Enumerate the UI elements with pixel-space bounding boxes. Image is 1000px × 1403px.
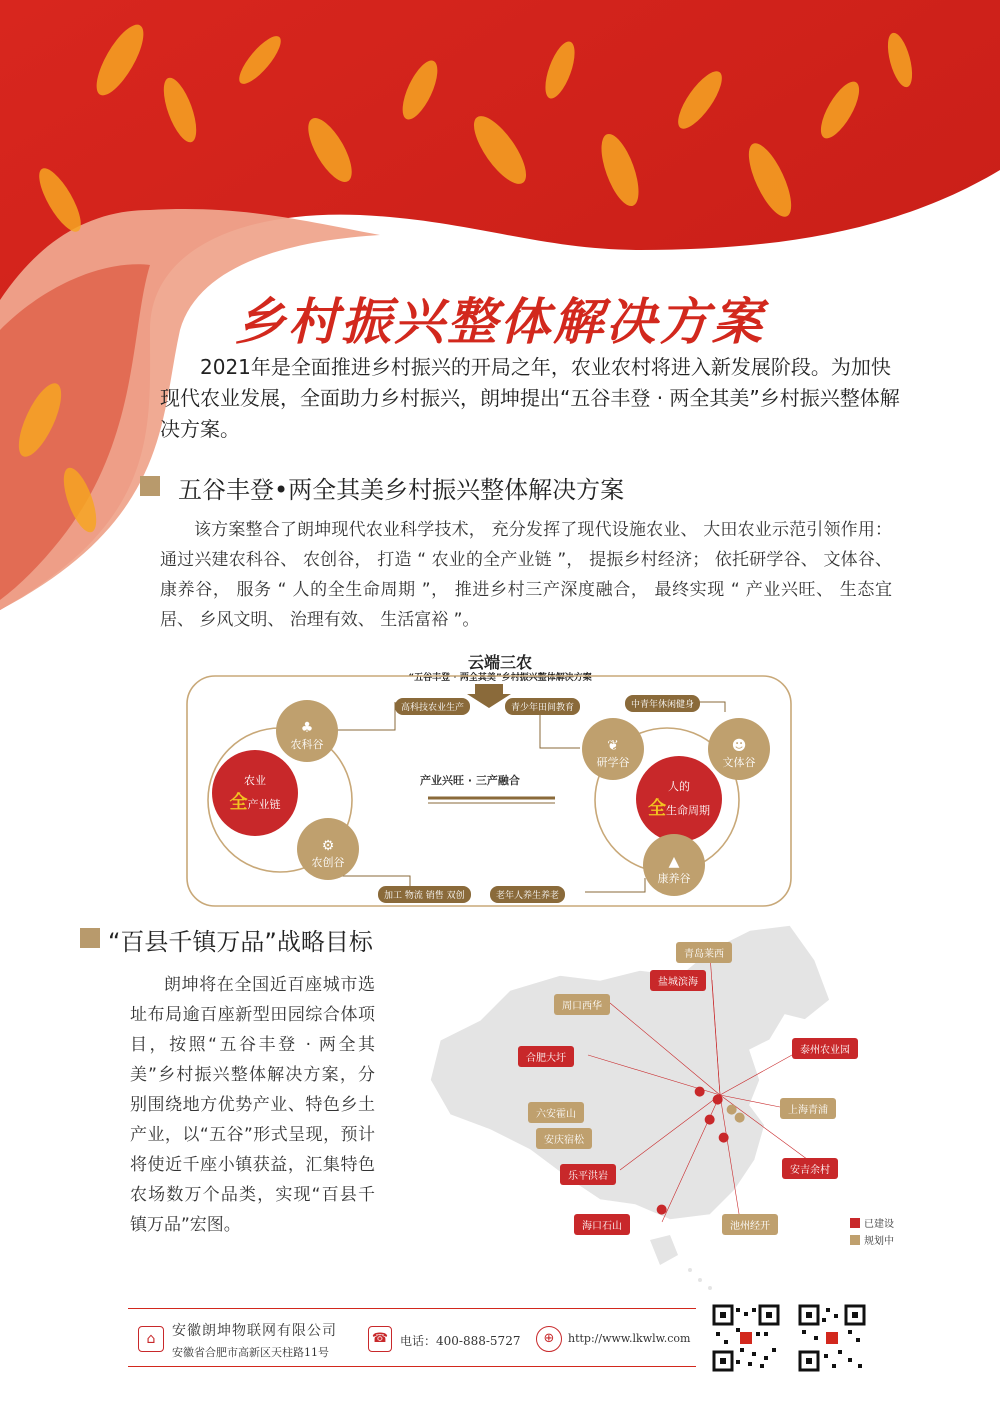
wheat-icon: ♣: [300, 720, 314, 736]
runner-icon: ☻: [731, 738, 747, 754]
sprout-icon: ❦: [607, 738, 619, 754]
left-core-line2: 产业链: [247, 798, 281, 811]
mountain-icon: ▲: [668, 854, 680, 870]
nongchuang-label: 农创谷: [311, 856, 345, 869]
map-pin-icon: ●: [712, 1092, 724, 1107]
tag-jiagong: 加工 物流 销售 双创: [378, 886, 471, 903]
footer-company: 安徽朗坤物联网有限公司: [172, 1323, 337, 1339]
left-core-circle: [212, 750, 298, 836]
map-pin-icon: ●: [704, 1112, 716, 1127]
section-marker: [140, 476, 160, 496]
map-label-chizhou: 池州经开: [722, 1214, 778, 1235]
tractor-icon: ⚙: [321, 838, 335, 854]
nongke-label: 农科谷: [290, 738, 324, 751]
section2-text: 朗坤将在全国近百座城市选址布局逾百座新型田园综合体项目，按照“五谷丰登 · 两全其美”乡村振兴整体解决方案，分别围绕地方优势产业、特色乡土产业，以“五谷”形式呈现，预计将使近千座小镇获益，汇集特色农场数万个品类，实现“百县千镇万品”宏图。: [130, 975, 375, 1235]
section-marker: [80, 928, 100, 948]
nongke-valley: [276, 700, 338, 762]
left-core-line1: 农业: [244, 774, 266, 787]
legend-built-label: 已建设: [864, 1219, 894, 1230]
tag-laonian: 老年人养生养老: [490, 886, 565, 903]
map-label-shanghai: 上海青浦: [780, 1098, 836, 1119]
tag-gaoke: 高科技农业生产: [395, 698, 470, 715]
legend-planned: [850, 1232, 894, 1247]
map-pin-icon: ●: [726, 1102, 738, 1117]
diagram-title: 云端三农: [467, 653, 532, 672]
footer-url[interactable]: http://www.lkwlw.com: [568, 1332, 691, 1345]
map-label-anqing: 安庆宿松: [536, 1128, 592, 1149]
right-core-line1: 人的: [668, 780, 690, 793]
map-label-haikou: 海口石山: [574, 1214, 630, 1235]
footer-address: 安徽省合肥市高新区天柱路11号: [172, 1346, 329, 1359]
yanxue-label: 研学谷: [596, 756, 630, 769]
wenti-label: 文体谷: [722, 756, 756, 769]
phone-icon: ☎: [368, 1326, 392, 1352]
legend-planned-label: 规划中: [864, 1236, 894, 1247]
footer-top-line: [128, 1308, 696, 1309]
footer-phone: 电话：400-888-5727: [400, 1334, 521, 1348]
kangyang-valley: [643, 834, 705, 896]
kangyang-label: 康养谷: [657, 872, 691, 885]
diagram-subtitle: “五谷丰登 · 两全其美”乡村振兴整体解决方案: [408, 673, 592, 683]
map-pin-icon: ●: [694, 1084, 706, 1099]
map-pin-icon: ●: [718, 1130, 730, 1145]
section1-heading: 五谷丰登•两全其美乡村振兴整体解决方案: [178, 476, 625, 504]
map-label-yancheng: 盐城滨海: [650, 970, 706, 991]
yanxue-valley: [582, 718, 644, 780]
map-label-zhoukou: 周口西华: [554, 994, 610, 1015]
page-title: 乡村振兴整体解决方案: [235, 293, 765, 351]
map-pin-icon: ●: [656, 1202, 668, 1217]
wenti-valley: [708, 718, 770, 780]
map-label-leping: 乐平洪岩: [560, 1164, 616, 1185]
left-core-quan: 全: [229, 792, 248, 813]
map-label-taizhou: 泰州农业园: [792, 1038, 858, 1059]
right-core-quan: 全: [648, 798, 666, 819]
map-pin-icon: ●: [734, 1110, 746, 1125]
map-label-hefei: 合肥大圩: [518, 1046, 574, 1067]
tag-qingshao: 青少年田间教育: [505, 698, 580, 715]
map-label-qingdao: 青岛莱西: [676, 942, 732, 963]
section2-heading: “百县千镇万品”战略目标: [108, 928, 373, 956]
qr-code-icon: [798, 1304, 866, 1372]
nongchuang-valley: [297, 818, 359, 880]
diagram-center-label: 产业兴旺 · 三产融合: [420, 774, 520, 787]
tag-zhongqing: 中青年休闲健身: [625, 695, 700, 712]
home-icon: ⌂: [138, 1326, 164, 1352]
right-core-line2: 生命周期: [666, 804, 710, 817]
map-label-anji: 安吉余村: [782, 1158, 838, 1179]
legend-built: [850, 1215, 894, 1230]
map-label-luan: 六安霍山: [528, 1102, 584, 1123]
intro-paragraph: 2021年是全面推进乡村振兴的开局之年，农业农村将进入新发展阶段。为加快现代农业发展，全面助力乡村振兴，朗坤提出“五谷丰登 · 两全其美”乡村振兴整体解决方案。: [160, 355, 900, 441]
qr-code-icon: [712, 1304, 780, 1372]
globe-icon: ⊕: [536, 1326, 562, 1352]
footer-bottom-line: [128, 1366, 696, 1367]
right-core-circle: [636, 756, 722, 842]
section1-text: 该方案整合了朗坤现代农业科学技术， 充分发挥了现代设施农业、 大田农业示范引领作用： 通过兴建农科谷、 农创谷， 打造 “ 农业的全产业链 ”， 提振乡村经济； 依托研学谷、 文体谷、 康养谷， 服务 “ 人的全生命周期 ”， 推进乡村三产深度融合， 最终实现 “ 产业兴旺、 生态宜居、 乡风文明、 治理有效、 生活富裕 ”。: [160, 520, 892, 630]
